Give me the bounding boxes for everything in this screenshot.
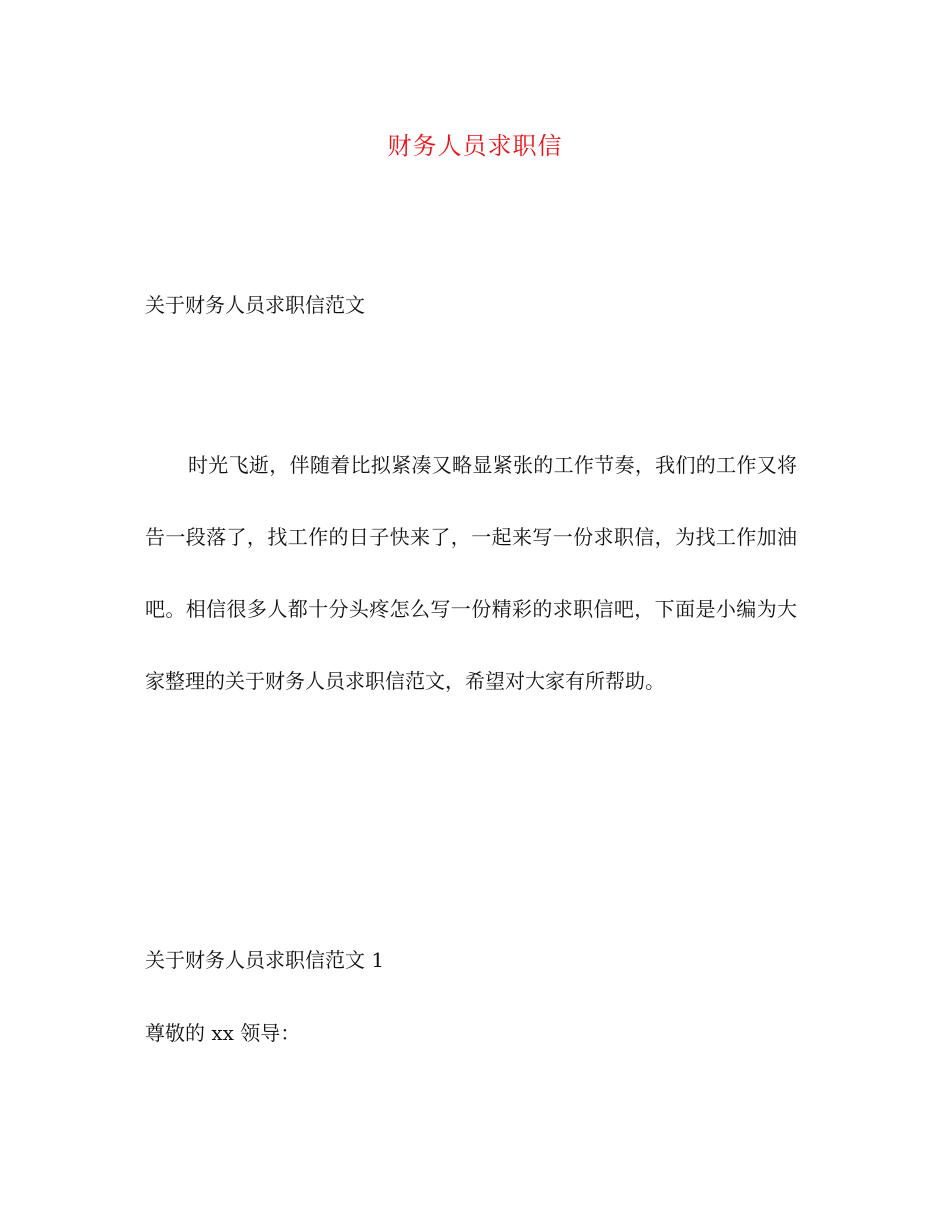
- document-title: 财务人员求职信: [387, 132, 563, 160]
- section-heading: 关于财务人员求职信范文 1: [145, 948, 385, 972]
- intro-paragraph: 时光飞逝，伴随着比拟紧凑又略显紧张的工作节奏，我们的工作又将告一段落了，找工作的日子快来了，一起来写一份求职信，为找工作加油吧。相信很多人都十分头疼怎么写一份精彩的求职信吧，下面是小编为大家整理的关于财务人员求职信范文，希望对大家有所帮助。: [145, 453, 797, 693]
- letter-salutation: 尊敬的 xx 领导：: [145, 1021, 301, 1045]
- document-subtitle: 关于财务人员求职信范文: [145, 293, 365, 317]
